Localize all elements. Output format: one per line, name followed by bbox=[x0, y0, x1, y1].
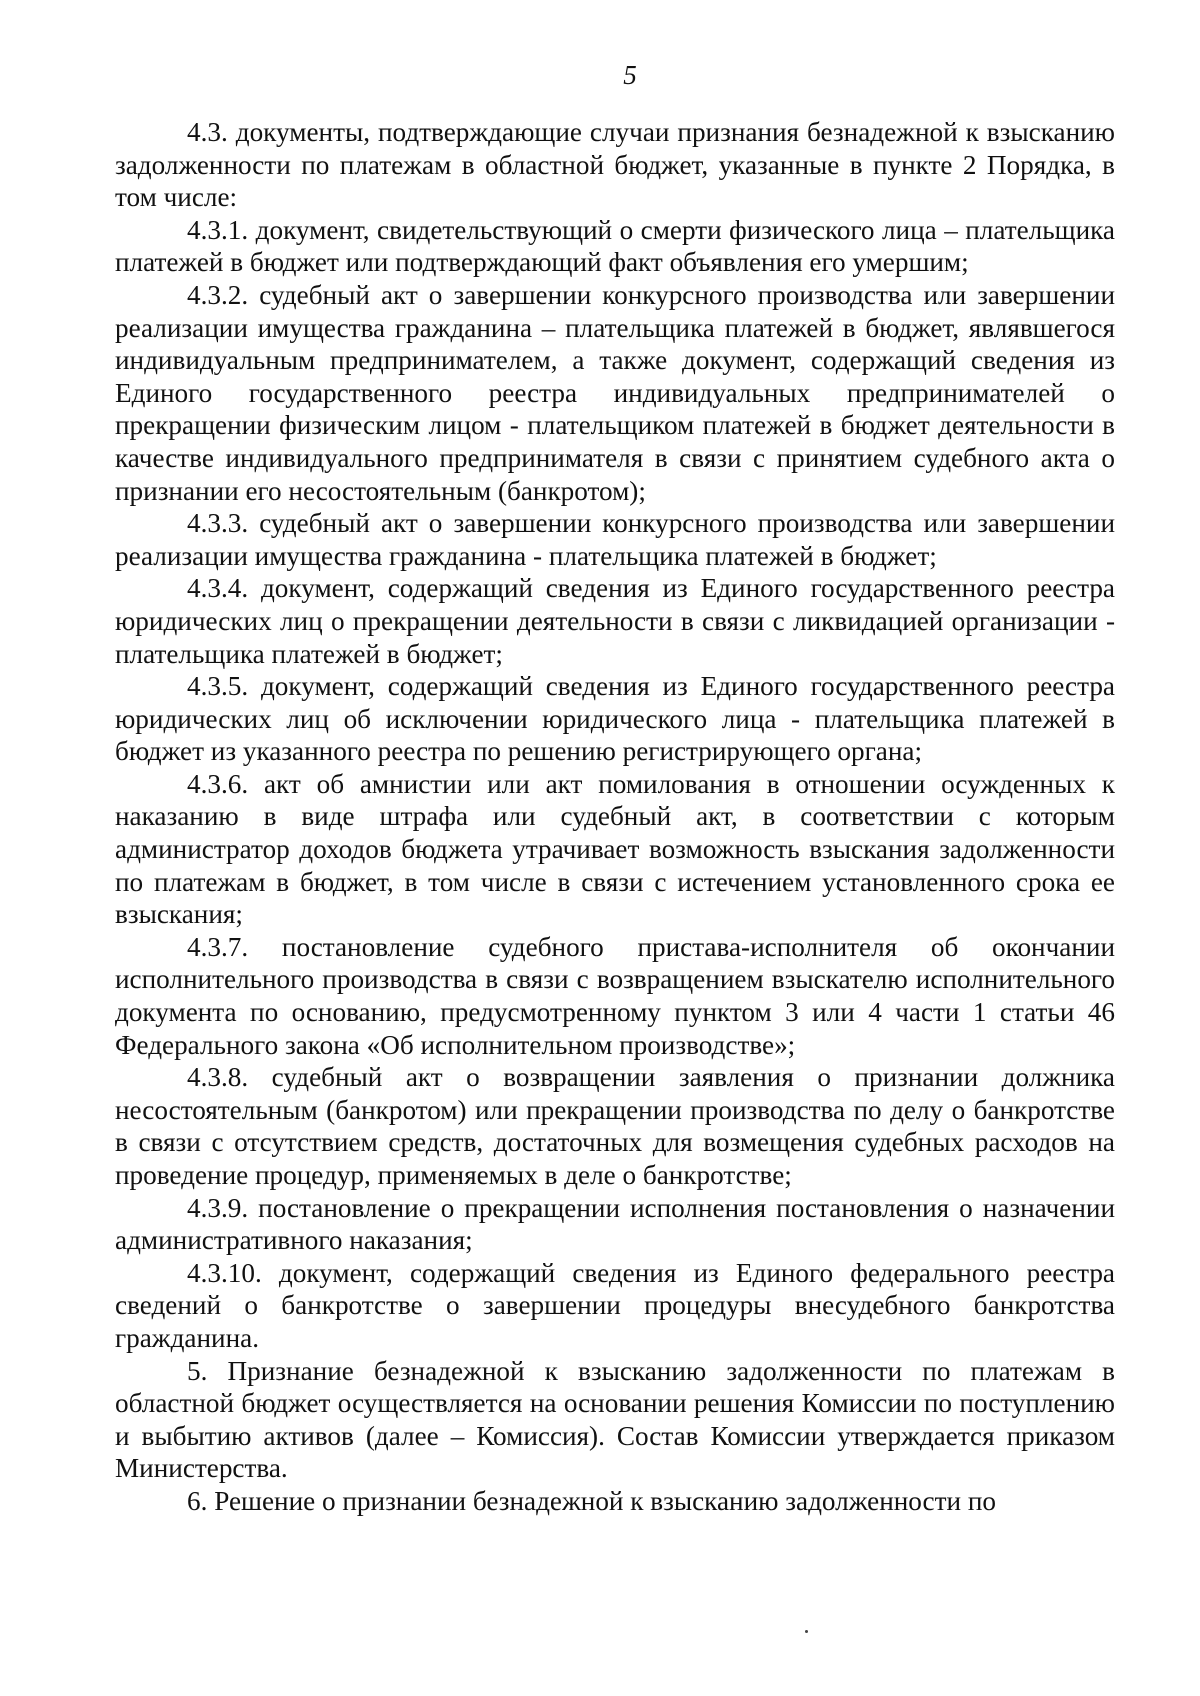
paragraph-4-3-1: 4.3.1. документ, свидетельствующий о смерти физического лица – плательщика платежей в бюджет или подтверждающий факт объявления его умершим; bbox=[115, 214, 1115, 278]
paragraph-4-3-4: 4.3.4. документ, содержащий сведения из Единого государственного реестра юридических лиц о прекращении деятельности в связи с ликвидацией организации - плательщика платежей в бюджет; bbox=[115, 573, 1115, 669]
paragraph-4-3: 4.3. документы, подтверждающие случаи признания безнадежной к взысканию задолженности по платежам в областной бюджет, указанные в пункте 2 Порядка, в том числе: bbox=[115, 117, 1115, 213]
paragraph-4-3-8: 4.3.8. судебный акт о возвращении заявления о признании должника несостоятельным (банкротом) или прекращении производства по делу о банкротстве в связи с отсутствием средств, достаточных для возмещения судебных расходов на проведение процедур, применяемых в деле о банкротстве; bbox=[115, 1062, 1115, 1190]
document-body bbox=[115, 116, 1115, 1518]
paragraph-5: 5. Признание безнадежной к взысканию задолженности по платежам в областной бюджет осуществляется на основании решения Комиссии по поступлению и выбытию активов (далее – Комиссия). Состав Комиссии утверждается приказом Министерства. bbox=[115, 1355, 1115, 1484]
paragraph-4-3-10: 4.3.10. документ, содержащий сведения из Единого федерального реестра сведений о банкротстве о завершении процедуры внесудебного банкротства гражданина. bbox=[115, 1257, 1115, 1353]
paragraph-6: 6. Решение о признании безнадежной к взысканию задолженности по bbox=[187, 1485, 997, 1516]
paragraph-4-3-7: 4.3.7. постановление судебного пристава-исполнителя об окончании исполнительного производства в связи с возвращением взыскателю исполнительного документа по основанию, предусмотренному пунктом 3 или 4 части 1 статьи 46 Федерального закона «Об исполнительном производстве»; bbox=[115, 931, 1115, 1060]
scan-speck bbox=[805, 1630, 808, 1633]
paragraph-4-3-6: 4.3.6. акт об амнистии или акт помилования в отношении осужденных к наказанию в виде штрафа или судебный акт, в соответствии с которым администратор доходов бюджета утрачивает возможность взыскания задолженности по платежам в бюджет, в том числе в связи с истечением установленного срока ее взыскания; bbox=[115, 768, 1115, 930]
paragraph-4-3-2: 4.3.2. судебный акт о завершении конкурсного производства или завершении реализации имущества гражданина – плательщика платежей в бюджет, являвшегося индивидуальным предпринимателем, а также документ, содержащий сведения из Единого государственного реестра индивидуальных предпринимателей о прекращении физическим лицом - плательщиком платежей в бюджет деятельности в качестве индивидуального предпринимателя в связи с принятием судебного акта о признании его несостоятельным (банкротом); bbox=[115, 279, 1115, 506]
paragraph-4-3-5: 4.3.5. документ, содержащий сведения из Единого государственного реестра юридических лиц об исключении юридического лица - плательщика платежей в бюджет из указанного реестра по решению регистрирующего органа; bbox=[115, 671, 1115, 767]
paragraph-4-3-9: 4.3.9. постановление о прекращении исполнения постановления о назначении административного наказания; bbox=[115, 1192, 1115, 1256]
page-number: 5 bbox=[623, 60, 637, 90]
paragraph-4-3-3: 4.3.3. судебный акт о завершении конкурсного производства или завершении реализации имущества гражданина - плательщика платежей в бюджет; bbox=[115, 508, 1115, 571]
